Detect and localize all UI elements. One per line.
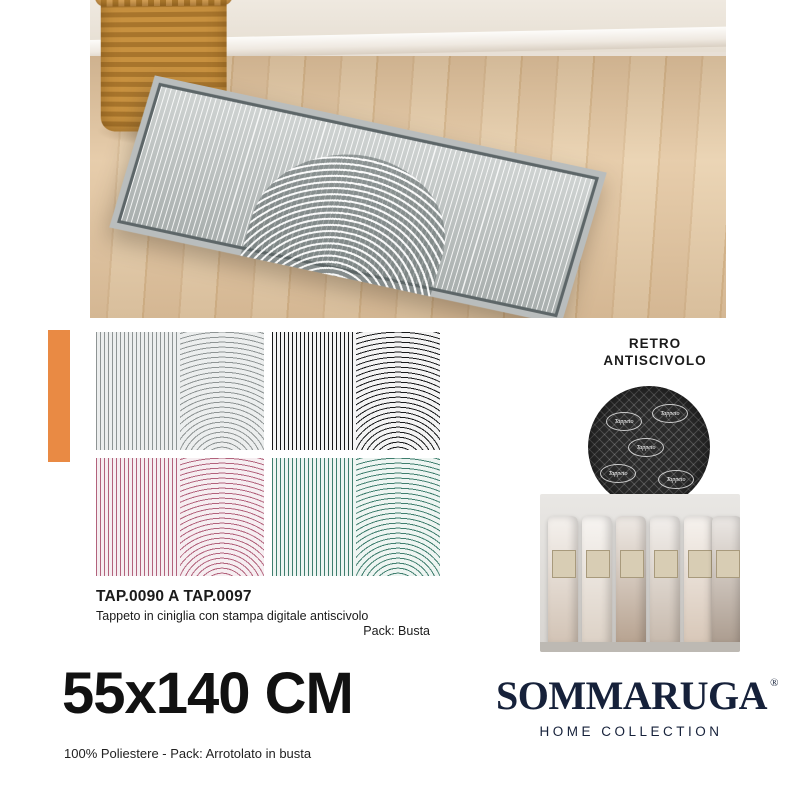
swatch-gray-arcs [180, 332, 264, 450]
packaging-photo [540, 494, 740, 652]
swatch-pink-stripes [96, 458, 180, 576]
packaged-roll [582, 516, 612, 646]
swatch-green-arcs [356, 458, 440, 576]
swatch-green [272, 458, 440, 576]
product-pack: Pack: Busta [363, 624, 430, 638]
hero-photo [90, 0, 726, 318]
packaged-roll [712, 516, 740, 646]
swatch-gray [96, 332, 264, 450]
retro-line-1: RETRO [628, 336, 682, 351]
retro-antislip-detail [588, 386, 710, 508]
swatch-green-stripes [272, 458, 356, 576]
retro-mark-5: Tappeto [658, 470, 694, 489]
brand-name [496, 673, 779, 718]
packaged-roll [616, 516, 646, 646]
brand-name-text: SOMMARUGA [496, 673, 768, 718]
product-size: 55x140 CM [62, 661, 353, 726]
retro-mark-4: Tappeto [600, 464, 636, 483]
product-composition: 100% Poliestere - Pack: Arrotolato in busta [64, 746, 312, 761]
retro-mark-1: Tappeto [606, 412, 642, 431]
retro-antislip-label [560, 336, 750, 370]
swatch-black [272, 332, 440, 450]
packaged-roll [548, 516, 578, 646]
product-description: Tappeto in ciniglia con stampa digitale antiscivolo [96, 609, 369, 623]
registered-trademark-icon: ® [770, 677, 779, 689]
brand-tagline: HOME COLLECTION [539, 724, 723, 739]
retro-mark-2: Tappeto [652, 404, 688, 423]
swatch-pink [96, 458, 264, 576]
swatch-black-stripes [272, 332, 356, 450]
product-code-block [96, 588, 444, 638]
swatch-black-arcs [356, 332, 440, 450]
packaged-roll [684, 516, 714, 646]
shelf [540, 642, 740, 652]
swatch-gray-stripes [96, 332, 180, 450]
retro-line-2: ANTISCIVOLO [603, 352, 707, 368]
packaged-roll [650, 516, 680, 646]
brand-logo [496, 673, 779, 739]
retro-mark-3: Tappeto [628, 438, 664, 457]
swatch-pink-arcs [180, 458, 264, 576]
orange-accent-tab [48, 330, 70, 462]
product-code-range: TAP.0090 A TAP.0097 [96, 588, 252, 605]
colour-swatch-grid [96, 332, 440, 576]
